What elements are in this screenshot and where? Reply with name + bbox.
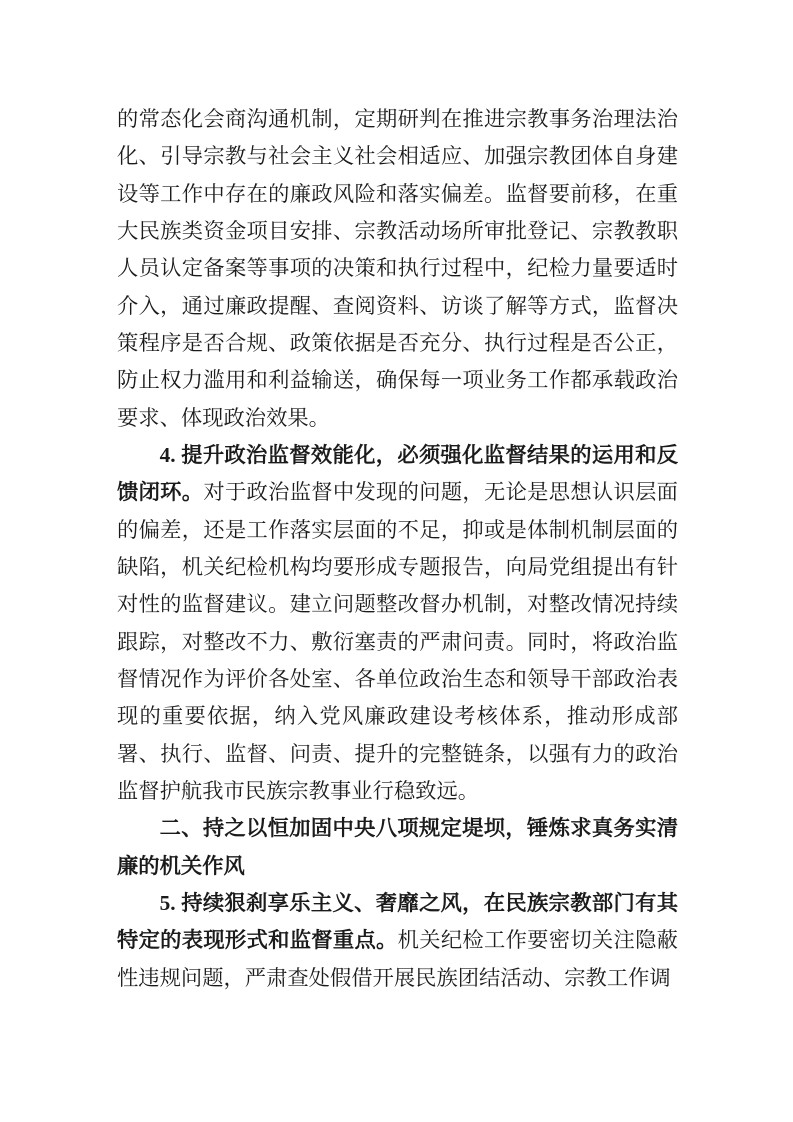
text-run: 的常态化会商沟通机制，定期研判在推进宗教事务治理法治化、引导宗教与社会主义社会相适应、加强宗教团体自身建设等工作中存在的廉政风险和落实偏差。监督要前移，在重大民族类资金项目安排、宗教活动场所审批登记、宗教教职人员认定备案等事项的决策和执行过程中，纪检力量要适时介入，通过廉政提醒、查阅资料、访谈了解等方式，监督决策程序是否合规、政策依据是否充分、执行过程是否公正，防止权力滥用和利益输送，确保每一项业务工作都承载政治要求、体现政治效果。 — [117, 107, 678, 430]
paragraph — [117, 437, 678, 810]
paragraph — [117, 101, 678, 437]
bold-run: 二、持之以恒加固中央八项规定堤坝，锤炼求真务实清廉的机关作风 — [117, 816, 678, 878]
text-run: 机关纪检工作要密切关注隐蔽性违规问题，严肃查处假借开展民族团结活动、宗教工作调 — [117, 928, 678, 990]
paragraph — [117, 885, 678, 997]
bold-run: 5. 持续狠刹享乐主义、奢靡之风，在民族宗教部门有其特定的表现形式和监督重点。 — [117, 890, 678, 953]
document-body — [117, 101, 678, 997]
text-run: 对于政治监督中发现的问题，无论是思想认识层面的偏差，还是工作落实层面的不足，抑或是体制机制层面的缺陷，机关纪检机构均要形成专题报告，向局党组提出有针对性的监督建议。建立问题整改督办机制，对整改情况持续跟踪，对整改不力、敷衍塞责的严肃问责。同时，将政治监督情况作为评价各处室、各单位政治生态和领导干部政治表现的重要依据，纳入党风廉政建设考核体系，推动形成部署、执行、监督、问责、提升的完整链条，以强有力的政治监督护航我市民族宗教事业行稳致远。 — [117, 480, 678, 803]
section-heading — [117, 810, 678, 885]
bold-run: 4. 提升政治监督效能化，必须强化监督结果的运用和反馈闭环。 — [117, 442, 678, 505]
